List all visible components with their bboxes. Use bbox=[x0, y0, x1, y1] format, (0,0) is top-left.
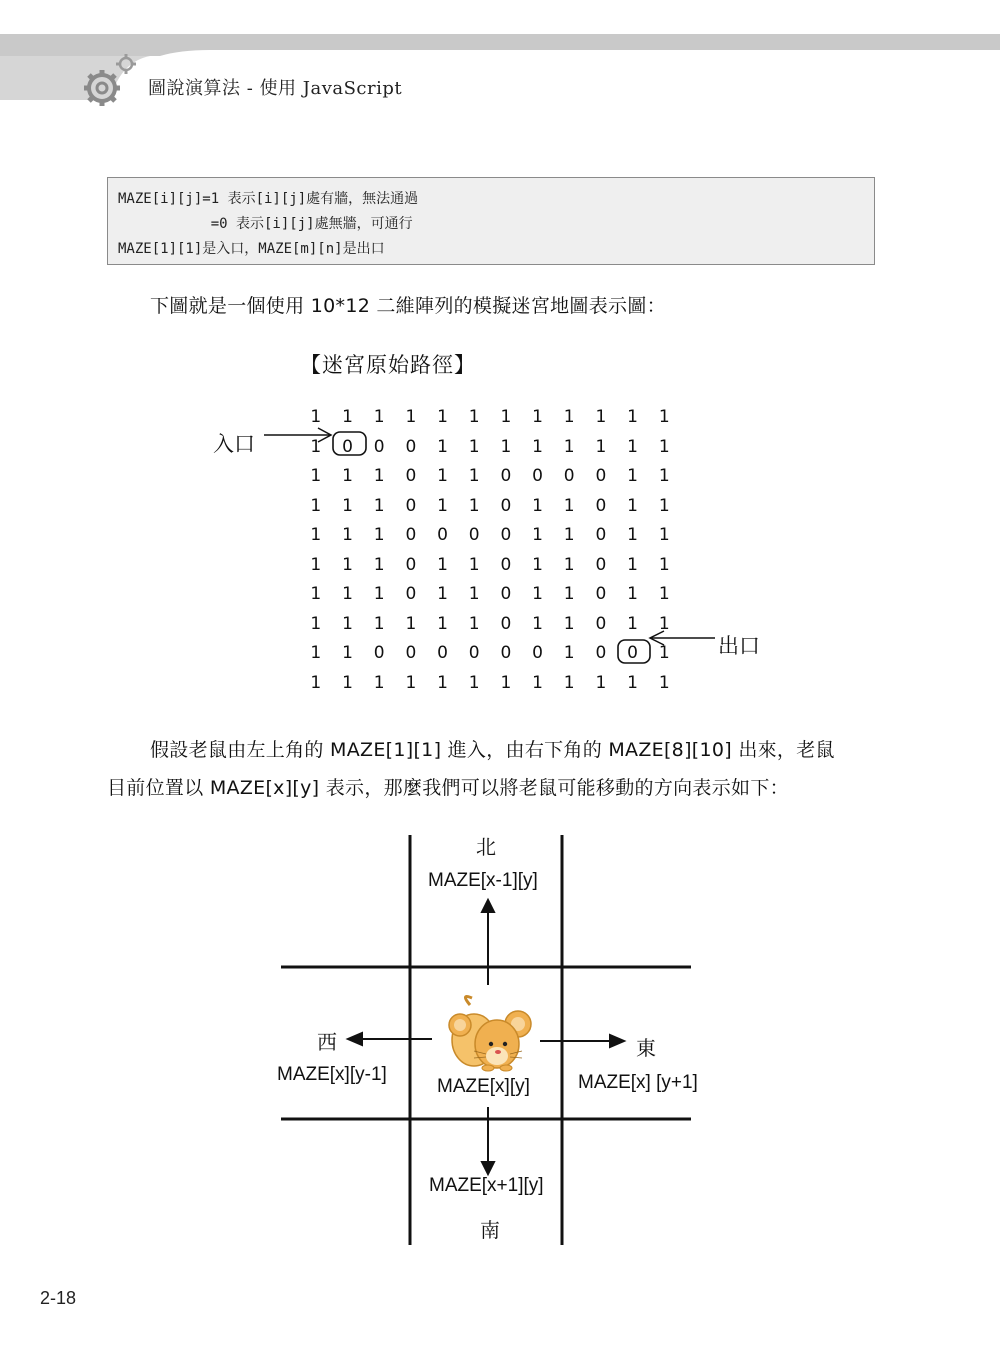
maze-cell: 1 bbox=[658, 584, 670, 604]
maze-cell: 0 bbox=[373, 643, 385, 663]
page-number: 2-18 bbox=[40, 1288, 77, 1308]
maze-cell: 1 bbox=[373, 407, 385, 427]
maze-cell: 1 bbox=[342, 466, 353, 486]
arrow-south-head bbox=[482, 1162, 494, 1174]
maze-cell: 1 bbox=[563, 495, 575, 516]
maze-cell: 1 bbox=[563, 672, 575, 693]
maze-cell: 1 bbox=[627, 525, 638, 545]
west-label: 西 bbox=[317, 1030, 337, 1054]
maze-cell: 1 bbox=[310, 466, 322, 486]
maze-cell: 1 bbox=[627, 466, 638, 486]
maze-cell: 0 bbox=[563, 466, 575, 486]
maze-cell: 1 bbox=[532, 407, 543, 427]
maze-cell: 1 bbox=[468, 436, 480, 457]
mouse-illustration bbox=[449, 997, 531, 1071]
maze-cell: 1 bbox=[342, 554, 353, 575]
maze-cell: 1 bbox=[310, 407, 322, 427]
maze-cell: 0 bbox=[595, 643, 607, 663]
maze-cell: 1 bbox=[437, 407, 448, 427]
maze-cell: 1 bbox=[437, 584, 448, 604]
south-label: 南 bbox=[480, 1218, 500, 1242]
maze-cell: 1 bbox=[532, 525, 543, 545]
maze-cell: 1 bbox=[658, 672, 670, 693]
maze-cell: 0 bbox=[500, 613, 512, 634]
maze-cell: 1 bbox=[532, 436, 543, 457]
maze-cell: 0 bbox=[595, 554, 607, 575]
maze-cell: 1 bbox=[373, 554, 385, 575]
maze-cell: 0 bbox=[595, 525, 607, 545]
maze-cell: 1 bbox=[437, 466, 448, 486]
maze-cell: 1 bbox=[563, 407, 575, 427]
maze-cell: 1 bbox=[437, 672, 448, 693]
maze-cell: 1 bbox=[658, 643, 670, 663]
east-label: 東 bbox=[636, 1036, 656, 1060]
maze-cell: 1 bbox=[627, 584, 638, 604]
maze-cell: 0 bbox=[405, 495, 417, 516]
maze-cell: 0 bbox=[627, 643, 638, 663]
maze-cell: 1 bbox=[342, 643, 353, 663]
maze-cell: 0 bbox=[342, 436, 353, 457]
maze-cell: 0 bbox=[468, 643, 480, 663]
maze-cell: 1 bbox=[500, 436, 512, 457]
maze-cell: 0 bbox=[532, 643, 543, 663]
maze-cell: 0 bbox=[532, 466, 543, 486]
body-paragraph-line2: 目前位置以 MAZE[x][y] 表示，那麼我們可以將老鼠可能移動的方向表示如下： bbox=[107, 777, 789, 799]
maze-cell: 1 bbox=[658, 407, 670, 427]
maze-cell: 1 bbox=[468, 495, 480, 516]
maze-cell: 1 bbox=[563, 525, 575, 545]
maze-cell: 0 bbox=[405, 436, 417, 457]
maze-cell: 1 bbox=[373, 613, 385, 634]
maze-cell: 1 bbox=[595, 672, 607, 693]
maze-cell: 1 bbox=[532, 672, 543, 693]
maze-cell: 0 bbox=[595, 584, 607, 604]
north-label: 北 bbox=[476, 835, 496, 859]
maze-cell: 1 bbox=[627, 672, 638, 693]
maze-cell: 0 bbox=[500, 554, 512, 575]
maze-cell: 0 bbox=[373, 436, 385, 457]
south-cell-label: MAZE[x+1][y] bbox=[429, 1175, 544, 1196]
code-line-3: MAZE[1][1]是入口，MAZE[m][n]是出口 bbox=[118, 241, 385, 257]
body-paragraph-line1: 假設老鼠由左上角的 MAZE[1][1] 進入，由右下角的 MAZE[8][10] 出來，老鼠 bbox=[150, 739, 835, 761]
maze-cell: 0 bbox=[405, 525, 417, 545]
maze-cell: 1 bbox=[437, 554, 448, 575]
maze-cell: 1 bbox=[627, 554, 638, 575]
maze-cell: 1 bbox=[437, 495, 448, 516]
maze-cell: 1 bbox=[563, 584, 575, 604]
maze-cell: 1 bbox=[310, 436, 322, 457]
maze-cell: 1 bbox=[373, 466, 385, 486]
maze-cell: 1 bbox=[342, 584, 353, 604]
maze-cell: 1 bbox=[468, 407, 480, 427]
intro-paragraph: 下圖就是一個使用 10*12 二維陣列的模擬迷宮地圖表示圖： bbox=[150, 295, 666, 317]
maze-cell: 1 bbox=[342, 672, 353, 693]
maze-cell: 1 bbox=[595, 407, 607, 427]
maze-cell: 1 bbox=[342, 613, 353, 634]
exit-label: 出口 bbox=[718, 634, 760, 658]
maze-cell: 1 bbox=[563, 613, 575, 634]
maze-cell: 0 bbox=[500, 466, 512, 486]
east-cell-label: MAZE[x] [y+1] bbox=[578, 1072, 698, 1093]
maze-cell: 0 bbox=[468, 525, 480, 545]
maze-cell: 1 bbox=[532, 495, 543, 516]
maze-cell: 1 bbox=[437, 436, 448, 457]
maze-cell: 1 bbox=[627, 495, 638, 516]
maze-cell: 1 bbox=[342, 407, 353, 427]
maze-cell: 1 bbox=[405, 672, 417, 693]
maze-cell: 0 bbox=[405, 466, 417, 486]
maze-cell: 0 bbox=[500, 495, 512, 516]
maze-cell: 1 bbox=[405, 407, 417, 427]
maze-cell: 0 bbox=[500, 584, 512, 604]
maze-cell: 1 bbox=[310, 495, 322, 516]
maze-cell: 1 bbox=[373, 525, 385, 545]
maze-cell: 1 bbox=[310, 613, 322, 634]
maze-cell: 0 bbox=[500, 525, 512, 545]
maze-cell: 1 bbox=[658, 436, 670, 457]
maze-cell: 0 bbox=[405, 554, 417, 575]
maze-cell: 0 bbox=[437, 525, 448, 545]
maze-cell: 1 bbox=[468, 672, 480, 693]
maze-cell: 1 bbox=[658, 466, 670, 486]
code-line-1: MAZE[i][j]=1 表示[i][j]處有牆，無法通過 bbox=[118, 191, 419, 207]
west-cell-label: MAZE[x][y-1] bbox=[277, 1064, 387, 1085]
maze-cell: 1 bbox=[627, 436, 638, 457]
maze-cell: 1 bbox=[532, 554, 543, 575]
maze-cell: 0 bbox=[437, 643, 448, 663]
maze-cell: 1 bbox=[658, 495, 670, 516]
maze-cell: 0 bbox=[595, 495, 607, 516]
maze-cell: 1 bbox=[310, 525, 322, 545]
maze-cell: 1 bbox=[658, 613, 670, 634]
maze-cell: 1 bbox=[310, 643, 322, 663]
maze-cell: 1 bbox=[405, 613, 417, 634]
center-cell-label: MAZE[x][y] bbox=[437, 1076, 530, 1097]
maze-cell: 0 bbox=[405, 584, 417, 604]
maze-cell: 1 bbox=[437, 613, 448, 634]
maze-cell: 1 bbox=[373, 495, 385, 516]
maze-cell: 1 bbox=[310, 554, 322, 575]
maze-cell: 1 bbox=[468, 466, 480, 486]
maze-cell: 1 bbox=[342, 495, 353, 516]
maze-cell: 1 bbox=[658, 525, 670, 545]
maze-cell: 0 bbox=[595, 466, 607, 486]
maze-cell: 1 bbox=[310, 584, 322, 604]
running-header-title: 圖說演算法 - 使用 JavaScript bbox=[148, 78, 403, 99]
north-cell-label: MAZE[x-1][y] bbox=[428, 870, 538, 891]
maze-cell: 1 bbox=[342, 525, 353, 545]
maze-cell: 1 bbox=[373, 584, 385, 604]
maze-cell: 1 bbox=[627, 407, 638, 427]
maze-cell: 1 bbox=[373, 672, 385, 693]
maze-cell: 1 bbox=[310, 672, 322, 693]
maze-cell: 1 bbox=[658, 554, 670, 575]
maze-title: 【迷宮原始路徑】 bbox=[300, 353, 476, 377]
entry-label: 入口 bbox=[213, 432, 255, 456]
maze-cell: 1 bbox=[563, 643, 575, 663]
maze-cell: 1 bbox=[532, 613, 543, 634]
maze-cell: 1 bbox=[468, 613, 480, 634]
maze-cell: 1 bbox=[468, 554, 480, 575]
maze-cell: 1 bbox=[532, 584, 543, 604]
maze-cell: 1 bbox=[563, 436, 575, 457]
maze-cell: 1 bbox=[563, 554, 575, 575]
maze-cell: 1 bbox=[500, 407, 512, 427]
arrow-east-head bbox=[610, 1035, 624, 1047]
maze-cell: 0 bbox=[595, 613, 607, 634]
arrow-west-head bbox=[348, 1033, 362, 1045]
maze-cell: 1 bbox=[595, 436, 607, 457]
maze-cell: 0 bbox=[405, 643, 417, 663]
maze-cell: 1 bbox=[500, 672, 512, 693]
maze-cell: 1 bbox=[627, 613, 638, 634]
maze-cell: 0 bbox=[500, 643, 512, 663]
maze-cell: 1 bbox=[468, 584, 480, 604]
arrow-north-head bbox=[482, 900, 494, 912]
code-line-2: =0 表示[i][j]處無牆，可通行 bbox=[118, 216, 413, 232]
